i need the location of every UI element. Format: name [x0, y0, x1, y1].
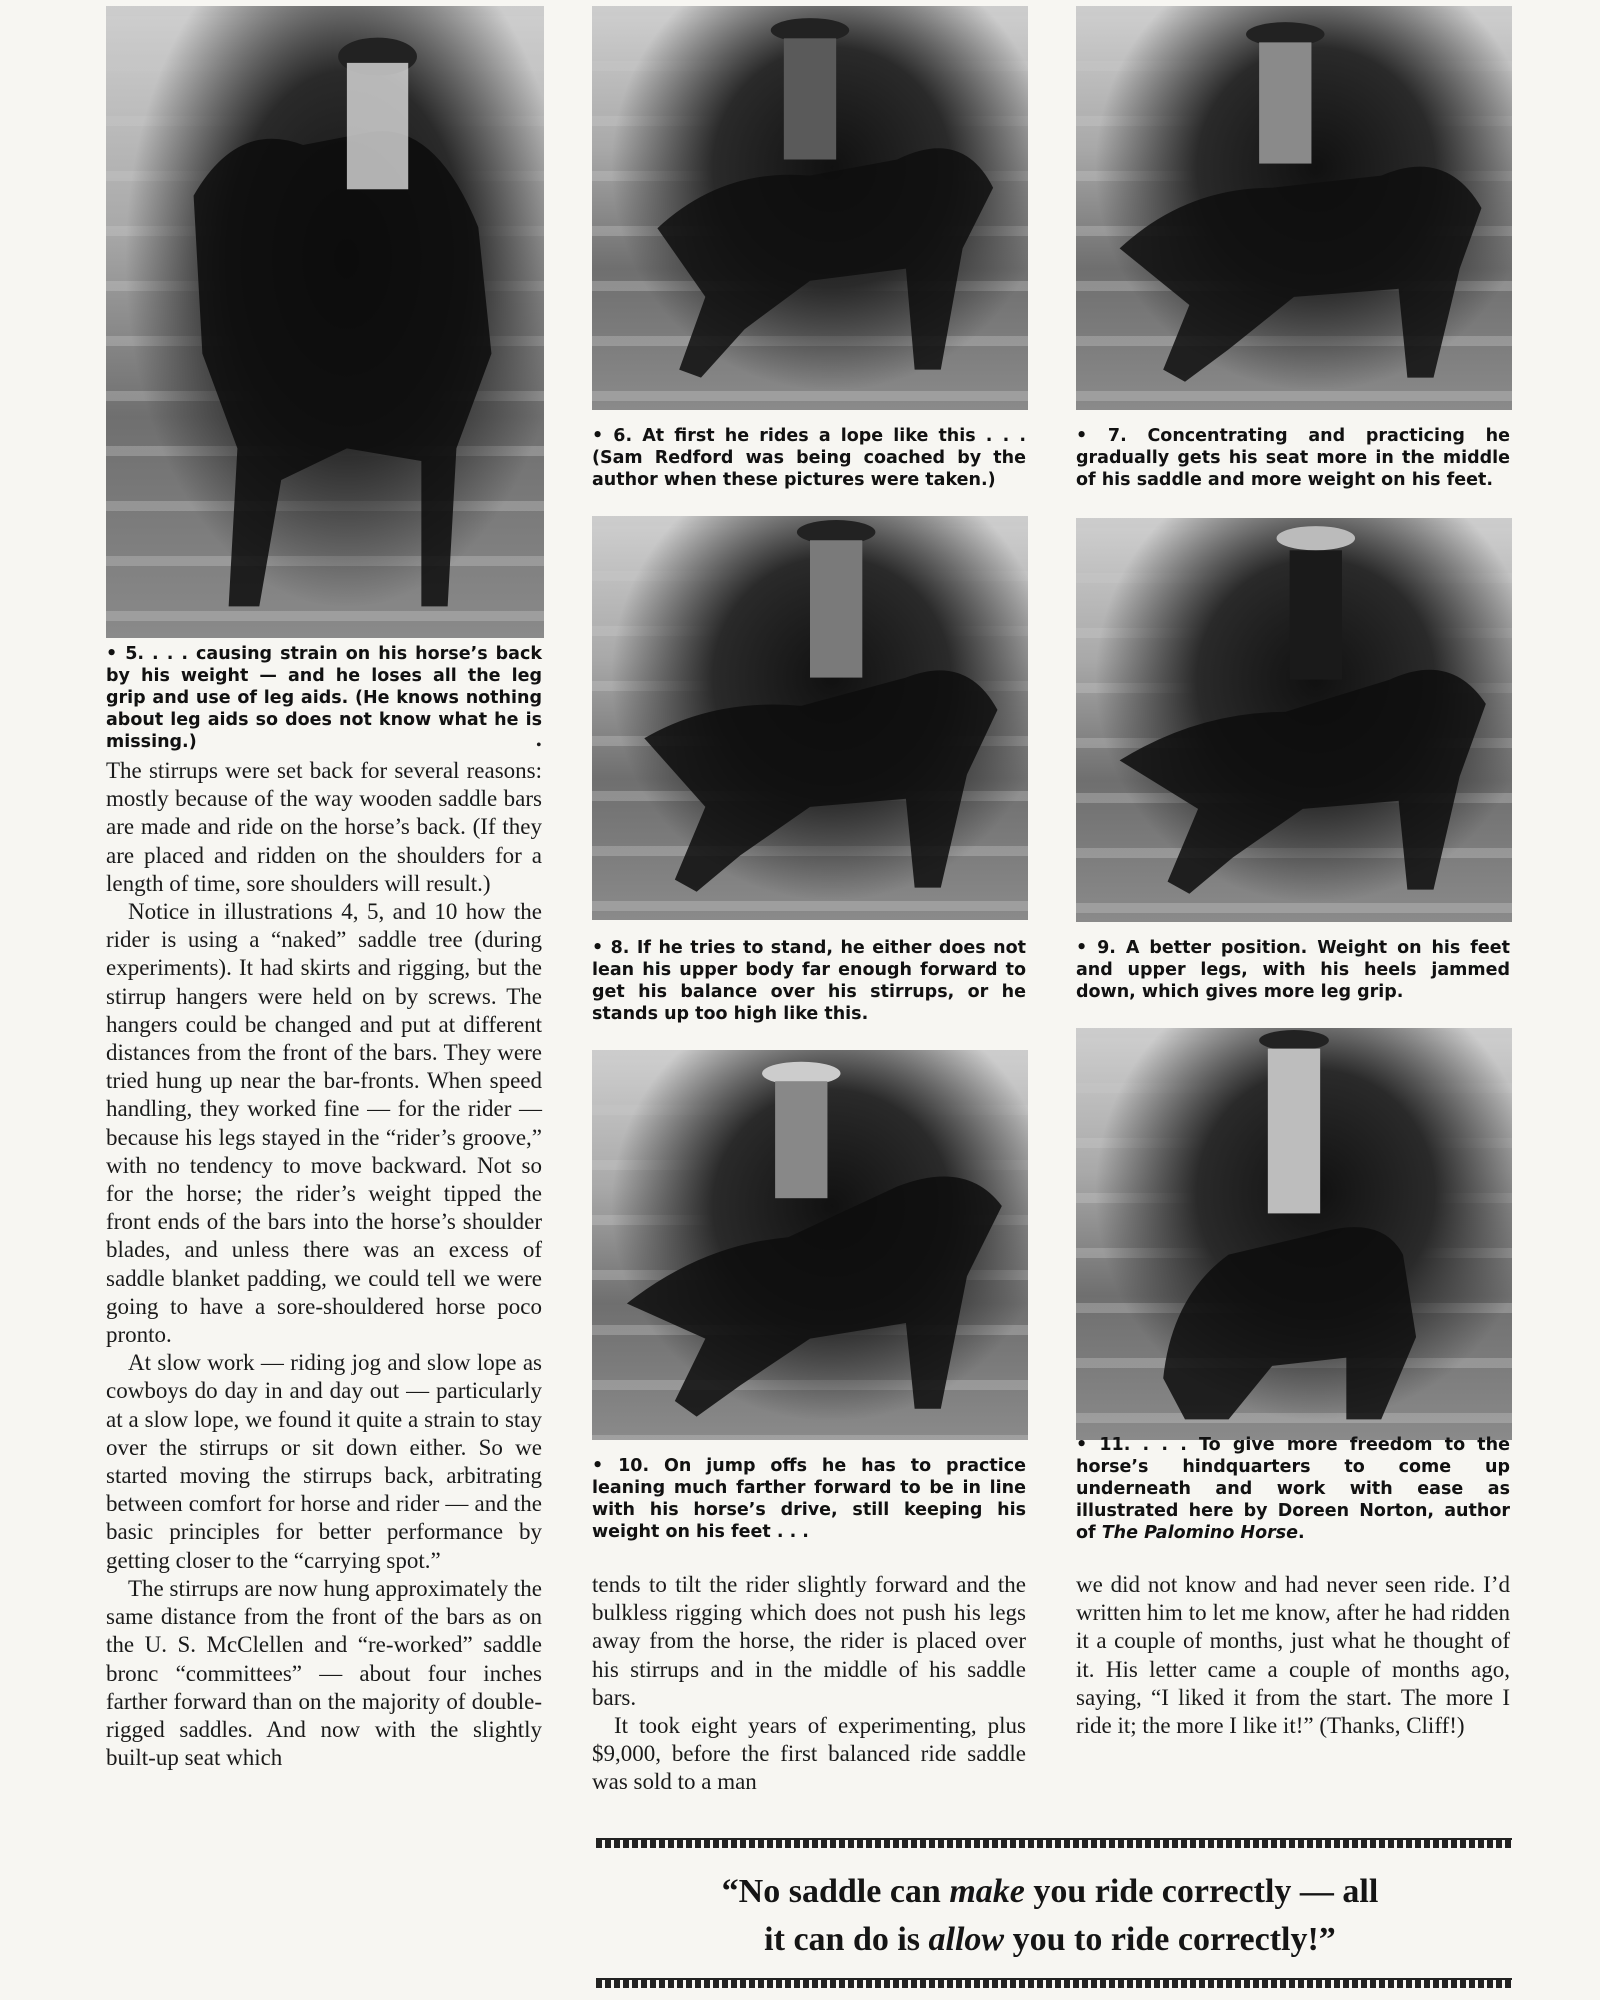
- caption-photo-5: • 5. . . . causing strain on his horse’s back by his weight — and he loses all the leg grip and use of leg aids. (He knows nothing about leg aids so does not know what he is missing.): [106, 644, 542, 752]
- photo-9: [1076, 518, 1512, 922]
- photo-11: [1076, 1028, 1512, 1440]
- pull-quote-line-2: it can do is allow you to ride correctly!”: [764, 1921, 1336, 1958]
- caption-photo-7: • 7. Concentrating and practicing he gradually gets his seat more in the middle of his saddle and more weight on his feet.: [1076, 426, 1510, 490]
- horse-rider-silhouette: [106, 6, 544, 638]
- caption-photo-8: • 8. If he tries to stand, he either does not lean his upper body far enough forward to get his balance over his stirrups, or he stands up too high like this.: [592, 938, 1026, 1024]
- horse-rider-silhouette: [592, 6, 1028, 410]
- caption-photo-6: • 6. At first he rides a lope like this . . . (Sam Redford was being coached by the author when these pictures were taken.): [592, 426, 1026, 490]
- photo-10: [592, 1050, 1028, 1440]
- horse-rider-silhouette: [1076, 6, 1512, 410]
- stray-dot: •: [536, 737, 542, 754]
- photo-7: [1076, 6, 1512, 410]
- paragraph: Notice in illustrations 4, 5, and 10 how the rider is using a “naked” saddle tree (during experiments). It had skirts and rigging, but the stirrup hangers were held on by screws. The hangers could be changed and put at different distances from the front of the bars. They were tried hung up near the bar-fronts. When speed handling, they worked fine — for the rider — because his legs stayed in the “rider’s groove,” with no tendency to move backward. Not so for the horse; the rider’s weight tipped the front ends of the bars into the horse’s shoulder blades, and unless there was an excess of saddle blanket padding, we could tell we were going to have a sore-shouldered horse poco pronto.: [106, 899, 542, 1348]
- horse-rider-silhouette: [592, 516, 1028, 920]
- paragraph: tends to tilt the rider slightly forward and the bulkless rigging which does not push his legs away from the horse, the rider is placed over his stirrups and in the middle of his saddle bars.: [592, 1572, 1026, 1710]
- caption-photo-10: • 10. On jump offs he has to practice leaning much farther forward to be in line with his horse’s drive, still keeping his weight on his feet . . .: [592, 1456, 1026, 1542]
- horse-rider-silhouette: [1076, 1028, 1512, 1440]
- horse-rider-silhouette: [592, 1050, 1028, 1440]
- caption-11-text: • 11. . . . To give more freedom to the horse’s hindquarters to come up underneath and work with ease as illustrated here by Doreen Norton, author of: [1076, 1435, 1510, 1543]
- decorative-rule-bottom: [596, 1978, 1512, 1988]
- column-2-text: [592, 1571, 1026, 1797]
- photo-5: [106, 6, 544, 638]
- photo-6: [592, 6, 1028, 410]
- column-3-text: [1076, 1571, 1510, 1740]
- pull-quote-line-1: “No saddle can make you ride correctly — all: [721, 1873, 1379, 1910]
- paragraph: The stirrups were set back for several reasons: mostly because of the way wooden saddle bars are made and ride on the horse’s back. (If they are placed and ridden on the shoulders for a length of time, sore shoulders will result.): [106, 758, 542, 896]
- paragraph: At slow work — riding jog and slow lope as cowboys do day in and day out — particularly at a slow lope, we found it quite a strain to stay over the stirrups or sit down either. So we started moving the stirrups back, arbitrating between comfort for horse and rider — and the basic principles for better performance by getting closer to the “carrying spot.”: [106, 1350, 542, 1573]
- caption-photo-9: • 9. A better position. Weight on his feet and upper legs, with his heels jammed down, which gives more leg grip.: [1076, 938, 1510, 1002]
- caption-photo-11: [1076, 1434, 1510, 1544]
- column-1-text: [106, 757, 542, 1772]
- book-title: The Palomino Horse: [1101, 1523, 1299, 1543]
- pull-quote: [600, 1868, 1500, 1964]
- horse-rider-silhouette: [1076, 518, 1512, 922]
- paragraph: It took eight years of experimenting, plus $9,000, before the first balanced ride saddle was sold to a man: [592, 1713, 1026, 1795]
- paragraph: The stirrups are now hung approximately the same distance from the front of the bars as on the U. S. McClellen and “re-worked” saddle bronc “committees” — about four inches farther forward than on the majority of double-rigged saddles. And now with the slightly built-up seat which: [106, 1575, 542, 1771]
- paragraph: we did not know and had never seen ride. I’d written him to let me know, after he had ridden it a couple of months, just what he thought of it. His letter came a couple of months ago, saying, “I liked it from the start. The more I ride it; the more I like it!” (Thanks, Cliff!): [1076, 1572, 1510, 1739]
- photo-8: [592, 516, 1028, 920]
- caption-11-end: .: [1298, 1523, 1305, 1543]
- decorative-rule-top: [596, 1838, 1512, 1848]
